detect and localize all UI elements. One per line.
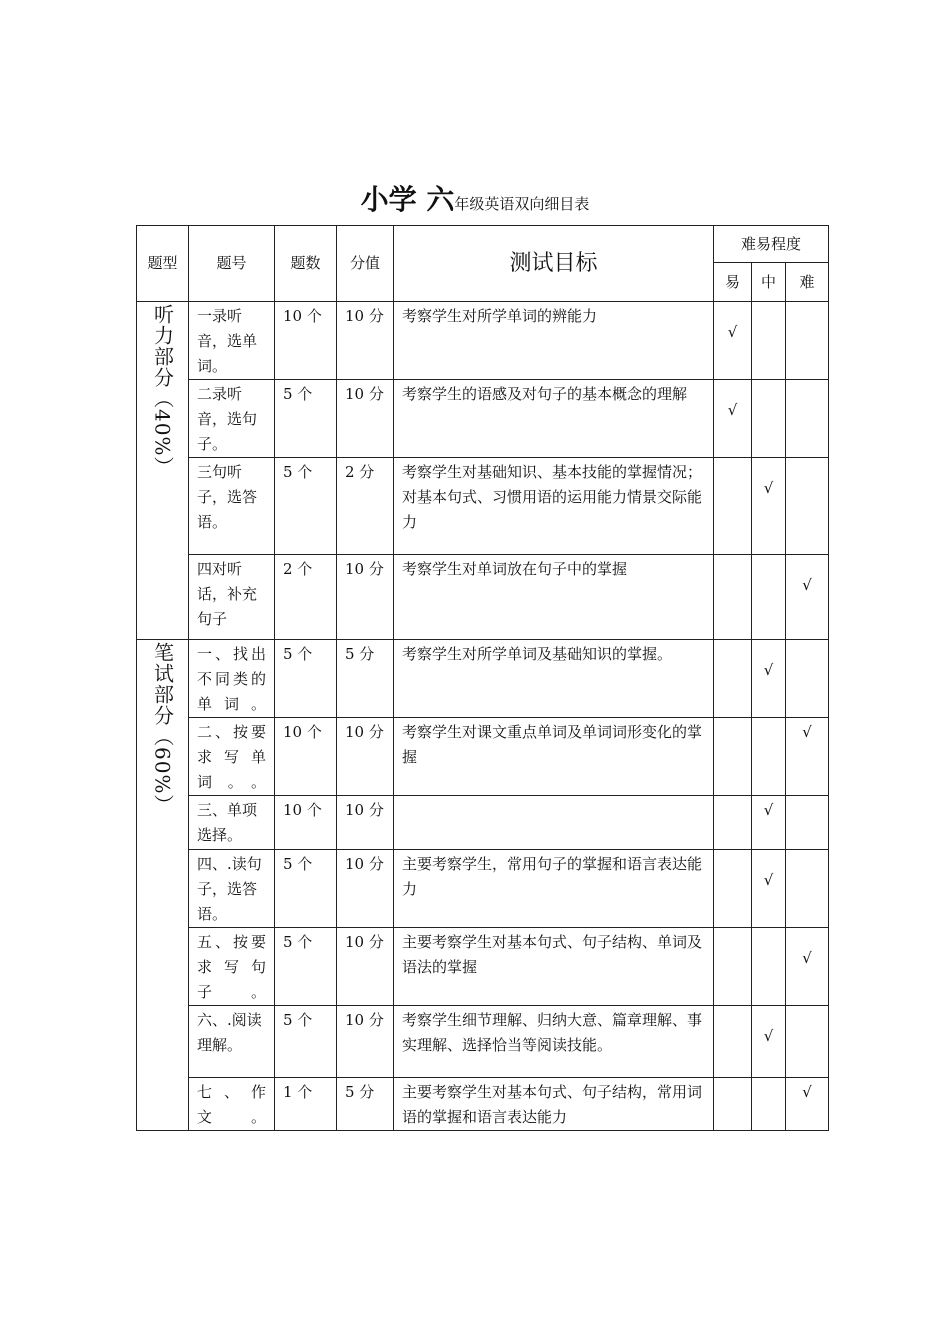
question-count: 5 个 — [275, 928, 337, 1006]
table-row — [137, 458, 829, 555]
table-row — [137, 718, 829, 796]
difficulty-medium — [752, 380, 786, 458]
difficulty-hard — [786, 850, 829, 928]
difficulty-easy — [714, 1006, 752, 1078]
header-easy: 易 — [714, 263, 752, 302]
question-name: 二、按要求写单词。。 — [189, 718, 275, 796]
difficulty-medium — [752, 640, 786, 718]
question-name: 四、.读句子，选答语。 — [189, 850, 275, 928]
test-goal: 考察学生对课文重点单词及单词词形变化的掌握 — [394, 718, 714, 796]
question-count: 5 个 — [275, 850, 337, 928]
difficulty-medium — [752, 718, 786, 796]
question-count: 5 个 — [275, 1006, 337, 1078]
difficulty-hard — [786, 718, 829, 796]
difficulty-easy — [714, 458, 752, 555]
test-goal: 考察学生对所学单词及基础知识的掌握。 — [394, 640, 714, 718]
table-row — [137, 850, 829, 928]
section-listening — [137, 302, 189, 640]
check-mark: √ — [763, 479, 774, 497]
question-score: 10 分 — [337, 1006, 394, 1078]
test-goal: 考察学生细节理解、归纳大意、篇章理解、事实理解、选择恰当等阅读技能。 — [394, 1006, 714, 1078]
question-score: 5 分 — [337, 640, 394, 718]
page-title — [0, 180, 950, 224]
difficulty-medium — [752, 850, 786, 928]
question-count: 5 个 — [275, 640, 337, 718]
difficulty-medium — [752, 555, 786, 640]
question-score: 10 分 — [337, 796, 394, 850]
check-mark: √ — [727, 401, 738, 419]
check-mark: √ — [802, 723, 812, 741]
check-mark: √ — [802, 949, 812, 967]
question-score: 10 分 — [337, 380, 394, 458]
table-row — [137, 380, 829, 458]
check-mark: √ — [763, 661, 774, 679]
table-row — [137, 302, 829, 380]
difficulty-easy — [714, 380, 752, 458]
question-name: 七、作文。 — [189, 1078, 275, 1131]
table-row — [137, 1078, 829, 1131]
question-count: 10 个 — [275, 718, 337, 796]
difficulty-easy — [714, 302, 752, 380]
check-mark: √ — [763, 801, 774, 819]
difficulty-hard — [786, 796, 829, 850]
question-score: 10 分 — [337, 302, 394, 380]
test-goal: 考察学生的语感及对句子的基本概念的理解 — [394, 380, 714, 458]
difficulty-medium — [752, 928, 786, 1006]
difficulty-easy — [714, 555, 752, 640]
test-goal: 考察学生对所学单词的辨能力 — [394, 302, 714, 380]
question-score: 10 分 — [337, 928, 394, 1006]
check-mark: √ — [802, 576, 812, 594]
difficulty-hard — [786, 302, 829, 380]
question-score: 10 分 — [337, 555, 394, 640]
difficulty-easy — [714, 640, 752, 718]
difficulty-easy — [714, 850, 752, 928]
title-prefix: 小学 六 — [360, 183, 455, 216]
header-medium: 中 — [752, 263, 786, 302]
title-suffix: 年级英语双向细目表 — [454, 195, 590, 213]
header-hard: 难 — [786, 263, 829, 302]
question-name: 六、.阅读理解。 — [189, 1006, 275, 1078]
question-count: 5 个 — [275, 458, 337, 555]
check-mark: √ — [763, 871, 774, 889]
question-count: 10 个 — [275, 302, 337, 380]
check-mark: √ — [763, 1027, 774, 1045]
question-score: 10 分 — [337, 718, 394, 796]
difficulty-hard — [786, 1078, 829, 1131]
question-count: 5 个 — [275, 380, 337, 458]
section-writing — [137, 640, 189, 1131]
table-row — [137, 796, 829, 850]
difficulty-medium — [752, 302, 786, 380]
table-row — [137, 1006, 829, 1078]
difficulty-hard — [786, 1006, 829, 1078]
test-goal: 考察学生对基础知识、基本技能的掌握情况；对基本句式、习惯用语的运用能力情景交际能力 — [394, 458, 714, 555]
header-goal: 测试目标 — [394, 226, 714, 302]
difficulty-easy — [714, 796, 752, 850]
difficulty-easy — [714, 1078, 752, 1131]
test-goal: 主要考察学生，常用句子的掌握和语言表达能力 — [394, 850, 714, 928]
difficulty-hard — [786, 458, 829, 555]
header-count: 题数 — [275, 226, 337, 302]
check-mark: √ — [727, 323, 738, 341]
difficulty-hard — [786, 928, 829, 1006]
question-name: 一、找出不同类的单词。 — [189, 640, 275, 718]
question-name: 三句听子，选答语。 — [189, 458, 275, 555]
header-score: 分值 — [337, 226, 394, 302]
difficulty-easy — [714, 718, 752, 796]
difficulty-medium — [752, 796, 786, 850]
difficulty-medium — [752, 1078, 786, 1131]
question-count: 1 个 — [275, 1078, 337, 1131]
question-count: 2 个 — [275, 555, 337, 640]
table-row — [137, 555, 829, 640]
difficulty-easy — [714, 928, 752, 1006]
question-name: 二录听音，选句子。 — [189, 380, 275, 458]
question-name: 四对听话，补充句子 — [189, 555, 275, 640]
difficulty-medium — [752, 1006, 786, 1078]
question-score: 10 分 — [337, 850, 394, 928]
question-name: 一录听音，选单词。 — [189, 302, 275, 380]
header-number: 题号 — [189, 226, 275, 302]
difficulty-hard — [786, 555, 829, 640]
section-label: 笔试部分（60%） — [150, 642, 175, 816]
header-type: 题型 — [137, 226, 189, 302]
difficulty-medium — [752, 458, 786, 555]
header-difficulty: 难易程度 — [714, 226, 829, 263]
question-score: 2 分 — [337, 458, 394, 555]
difficulty-hard — [786, 380, 829, 458]
section-label: 听力部分（40%） — [150, 304, 175, 478]
difficulty-hard — [786, 640, 829, 718]
test-goal: 考察学生对单词放在句子中的掌握 — [394, 555, 714, 640]
question-name: 三、单项选择。 — [189, 796, 275, 850]
question-score: 5 分 — [337, 1078, 394, 1131]
question-name: 五、按要求写句子。 — [189, 928, 275, 1006]
table-row — [137, 640, 829, 718]
test-goal: 主要考察学生对基本句式、句子结构，常用词语的掌握和语言表达能力 — [394, 1078, 714, 1131]
question-count: 10 个 — [275, 796, 337, 850]
check-mark: √ — [802, 1083, 812, 1101]
test-goal — [394, 796, 714, 850]
table-row — [137, 928, 829, 1006]
test-goal: 主要考察学生对基本句式、句子结构、单词及语法的掌握 — [394, 928, 714, 1006]
specification-table — [136, 225, 829, 1131]
